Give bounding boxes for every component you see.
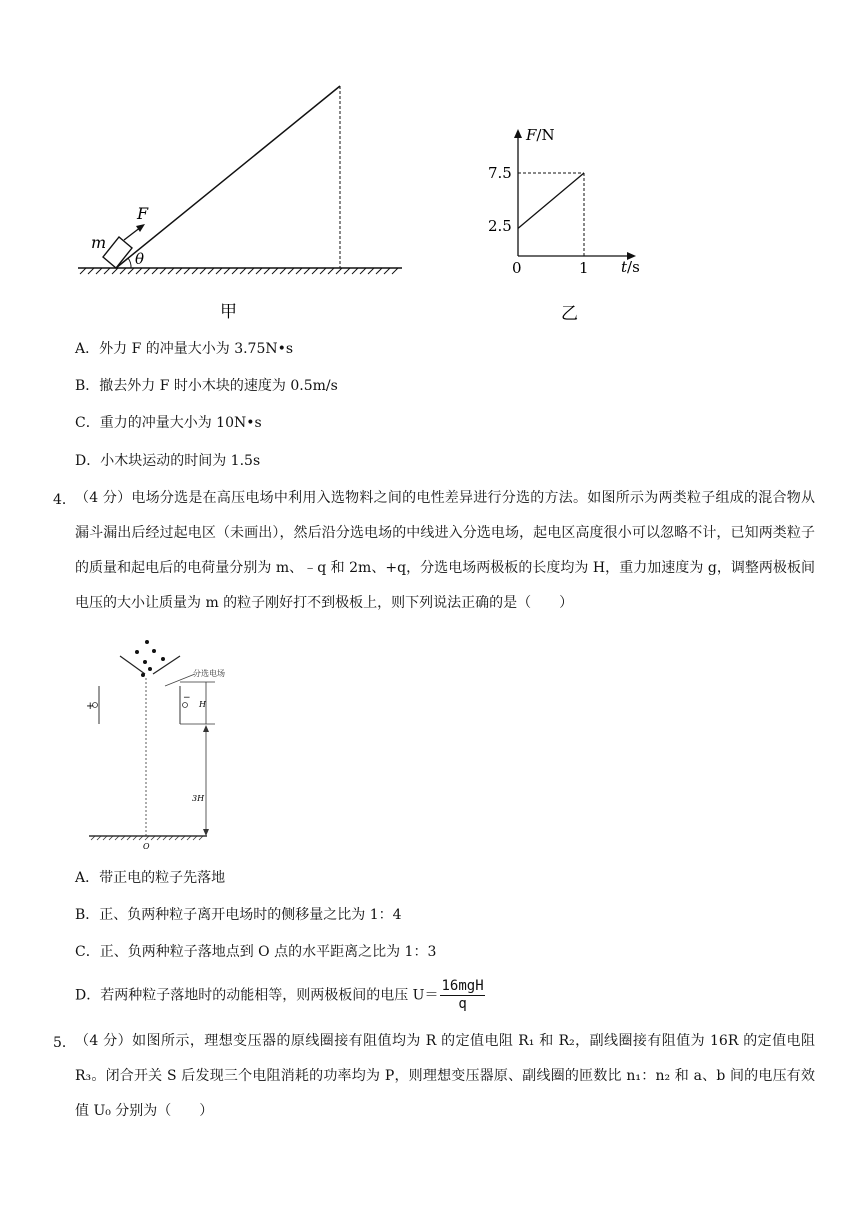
- plus-terminal: +: [86, 701, 95, 712]
- q4-option-a: A．带正电的粒子先落地: [75, 870, 226, 886]
- x-axis-label: t/s: [621, 258, 640, 276]
- h-label: H: [199, 700, 206, 709]
- y-axis-label: F/N: [526, 126, 555, 144]
- o-label: O: [143, 842, 150, 851]
- x-tick-1: 1: [579, 259, 589, 277]
- minus-terminal: −: [183, 693, 191, 703]
- field-label: 分选电场: [193, 669, 225, 678]
- figure-yi: [488, 126, 640, 324]
- q3-option-a: A．外力 F 的冲量大小为 3.75N•s: [75, 341, 294, 357]
- q3-option-b: B．撤去外力 F 时小木块的速度为 0.5m/s: [75, 378, 338, 394]
- angle-label: θ: [135, 250, 145, 268]
- q3-option-d: D．小木块运动的时间为 1.5s: [75, 453, 261, 469]
- y-tick-2-5: 2.5: [488, 217, 512, 235]
- figure-jia-caption: 甲: [220, 302, 237, 322]
- force-time-line: [518, 173, 584, 228]
- voltage-fraction: $\frac{\text{16mgH}}{q}$: [441, 978, 484, 1012]
- q4-figure: [75, 636, 255, 851]
- figure-jia: [0, 0, 860, 330]
- q4-option-b: B．正、负两种粒子离开电场时的侧移量之比为 1：4: [75, 907, 402, 923]
- q4-option-c: C．正、负两种粒子落地点到 O 点的水平距离之比为 1：3: [75, 944, 437, 960]
- q4-stem: （4 分）电场分选是在高压电场中利用入选物料之间的电性差异进行分选的方法。如图所示为两类粒子组成的混合物从漏斗漏出后经过起电区（未画出），然后沿分选电场的中线进入分选电场，起电区高度很小可以忽略不计，已知两类粒子的质量和起电后的电荷量分别为 m、﹣q 和 2m、+q，分选电场两极板的长度均为 H，重力加速度为 g，调整两极板间电压的大小让质量为 m 的粒子刚好打不到极板上，则下列说法正确的是（ ）: [75, 490, 816, 611]
- mass-label: m: [91, 233, 107, 252]
- three-h-label: 3H: [192, 794, 205, 803]
- x-tick-0: 0: [512, 259, 522, 277]
- q5-number: 5．: [53, 1035, 76, 1051]
- force-label: F: [137, 204, 149, 223]
- q5-stem: （4 分）如图所示，理想变压器的原线圈接有阻值均为 R 的定值电阻 R₁ 和 R₂，副线圈接有阻值为 16R 的定值电阻 R₃。闭合开关 S 后发现三个电阻消耗的功率均为 P，则理想变压器原、副线圈的匝数比 n₁：n₂ 和 a、b 间的电压有效值 U₀ 分别为（ ）: [75, 1033, 815, 1119]
- q4-number: 4．: [53, 492, 76, 508]
- figure-yi-caption: 乙: [561, 304, 578, 324]
- y-tick-7-5: 7.5: [488, 164, 512, 182]
- q3-option-c: C．重力的冲量大小为 10N•s: [75, 415, 262, 431]
- q4-option-d: D．若两种粒子落地时的动能相等，则两极板间的电压 U＝ $\frac{\text{16mgH}}{q}$: [75, 978, 484, 1012]
